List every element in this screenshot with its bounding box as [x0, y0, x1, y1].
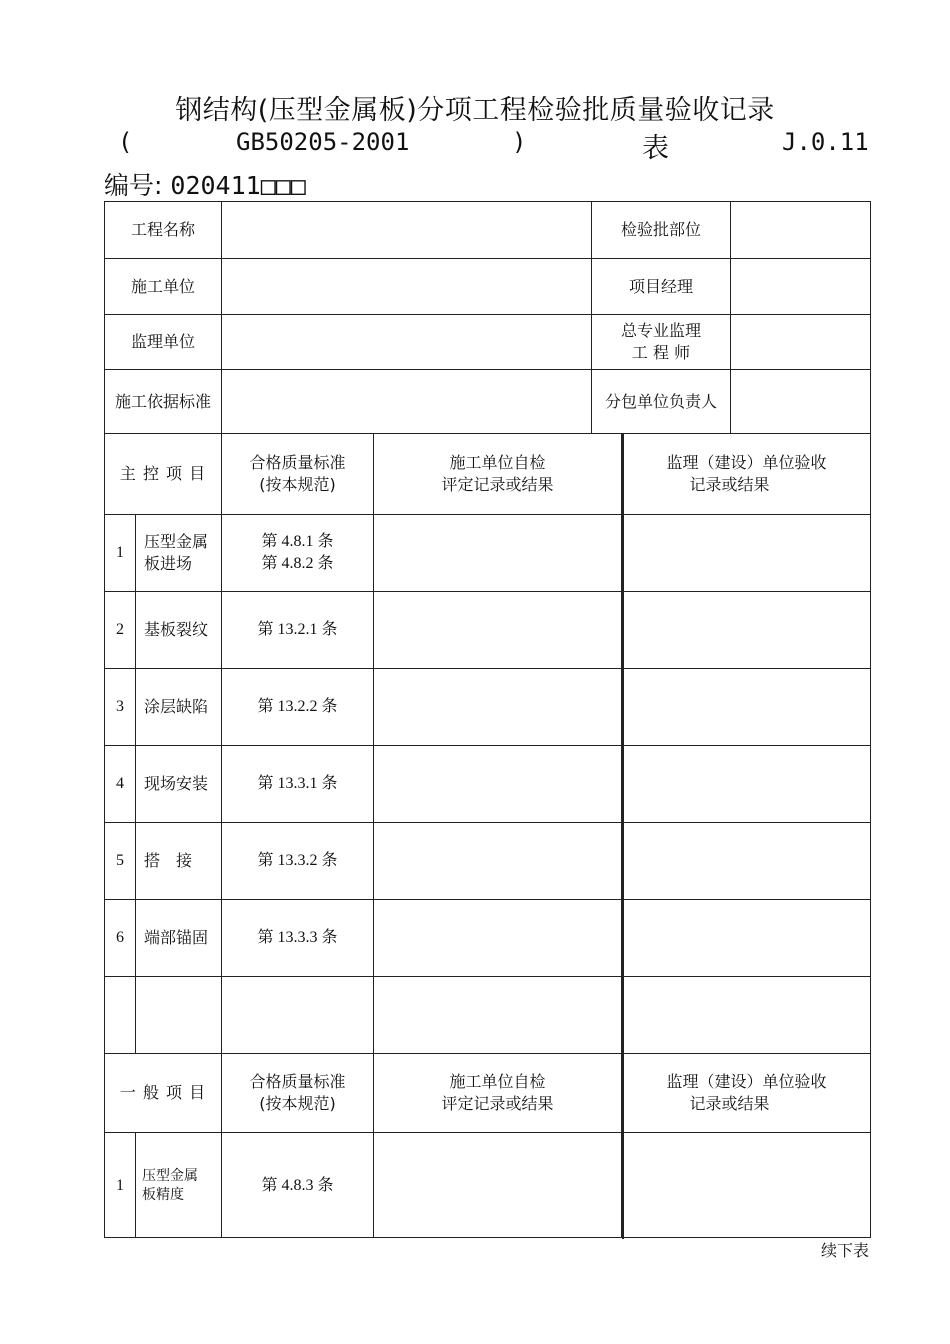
main-row-2-item: 基板裂纹: [136, 592, 222, 669]
main-row-5-no: 5: [105, 823, 136, 900]
main-row-4-supervision[interactable]: [622, 746, 871, 823]
general-supervision-header-line2: 记录或结果: [689, 1094, 770, 1113]
general-row-1-item-line2: 板精度: [142, 1186, 184, 1203]
main-row-2-supervision[interactable]: [622, 592, 871, 669]
form-title: 钢结构(压型金属板)分项工程检验批质量验收记录: [175, 95, 775, 126]
main-row-1-item: [136, 515, 222, 592]
general-supervision-header-line1: 监理（建设）单位验收: [666, 1072, 827, 1091]
main-row-3-no: 3: [105, 669, 136, 746]
main-row-3-item: 涂层缺陷: [136, 669, 222, 746]
chief-engineer-label-line1: 总专业监理: [620, 321, 701, 340]
main-row-4-self-check[interactable]: [374, 746, 622, 823]
continued-note: 续下表: [820, 1241, 869, 1260]
main-row-7-supervision[interactable]: [622, 977, 871, 1054]
basis-standard-label: 施工依据标准: [105, 370, 222, 434]
main-supervision-header: [622, 434, 871, 515]
main-row-3-clause: 第 13.2.2 条: [222, 669, 374, 746]
main-row-1-self-check[interactable]: [374, 515, 622, 592]
main-row-1-clause-line1: 第 4.8.1 条: [261, 533, 334, 550]
main-row-1-supervision[interactable]: [622, 515, 871, 592]
main-row-5-clause: 第 13.3.2 条: [222, 823, 374, 900]
project-manager-field[interactable]: [731, 259, 871, 315]
main-row-2-clause: 第 13.2.1 条: [222, 592, 374, 669]
main-row-5-item: 搭 接: [136, 823, 222, 900]
main-self-check-header: [374, 434, 622, 515]
chief-engineer-label: [592, 315, 731, 370]
main-row-5-self-check[interactable]: [374, 823, 622, 900]
general-row-1-supervision[interactable]: [622, 1133, 871, 1238]
general-standard-header-line2: (按本规范): [259, 1094, 336, 1113]
table-word: 表: [642, 133, 669, 164]
form-code: [104, 166, 306, 202]
batch-part-field[interactable]: [731, 202, 871, 259]
main-row-2-self-check[interactable]: [374, 592, 622, 669]
supervisor-label: 监理单位: [105, 315, 222, 370]
project-name-label: 工程名称: [105, 202, 222, 259]
main-standard-header-line1: 合格质量标准: [249, 453, 346, 472]
main-standard-header-line2: (按本规范): [259, 475, 336, 494]
general-standard-header: [222, 1054, 374, 1133]
general-supervision-header: [622, 1054, 871, 1133]
main-row-6-no: 6: [105, 900, 136, 977]
main-supervision-header-line2: 记录或结果: [689, 475, 770, 494]
main-row-7-clause[interactable]: [222, 977, 374, 1054]
inspection-table: [104, 201, 871, 1238]
main-row-2-no: 2: [105, 592, 136, 669]
basis-standard-field[interactable]: [222, 370, 592, 434]
main-row-1-no: 1: [105, 515, 136, 592]
main-row-3-self-check[interactable]: [374, 669, 622, 746]
main-self-check-header-line1: 施工单位自检: [449, 453, 546, 472]
main-row-1-item-line1: 压型金属: [144, 532, 209, 551]
main-row-6-self-check[interactable]: [374, 900, 622, 977]
chief-engineer-label-line2: 工 程 师: [631, 343, 691, 362]
general-self-check-header: [374, 1054, 622, 1133]
subcontractor-field[interactable]: [731, 370, 871, 434]
main-control-section-label: 主 控 项 目: [105, 434, 222, 515]
paren-close: ): [512, 128, 527, 156]
project-manager-label: 项目经理: [592, 259, 731, 315]
table-number: J.0.11: [782, 128, 869, 156]
main-row-1-clause-line2: 第 4.8.2 条: [261, 555, 334, 572]
general-standard-header-line1: 合格质量标准: [249, 1072, 346, 1091]
general-self-check-header-line2: 评定记录或结果: [441, 1094, 554, 1113]
main-self-check-header-line2: 评定记录或结果: [441, 475, 554, 494]
main-row-6-clause: 第 13.3.3 条: [222, 900, 374, 977]
general-row-1-item: [136, 1133, 222, 1238]
code-label: 编号:: [104, 171, 163, 200]
general-row-1-no: 1: [105, 1133, 136, 1238]
main-supervision-header-line1: 监理（建设）单位验收: [666, 453, 827, 472]
main-row-1-clause: [222, 515, 374, 592]
main-row-6-item: 端部锚固: [136, 900, 222, 977]
paren-open: (: [118, 128, 133, 156]
main-row-7-no: [105, 977, 136, 1054]
main-row-4-no: 4: [105, 746, 136, 823]
main-row-6-supervision[interactable]: [622, 900, 871, 977]
main-row-5-supervision[interactable]: [622, 823, 871, 900]
standard-code: GB50205-2001: [236, 128, 410, 156]
main-row-1-item-line2: 板进场: [144, 554, 193, 573]
project-name-field[interactable]: [222, 202, 592, 259]
constructor-field[interactable]: [222, 259, 592, 315]
main-row-4-clause: 第 13.3.1 条: [222, 746, 374, 823]
general-row-1-self-check[interactable]: [374, 1133, 622, 1238]
double-rule: [622, 433, 624, 1239]
code-value: 020411□□□: [170, 171, 306, 200]
general-row-1-clause: 第 4.8.3 条: [222, 1133, 374, 1238]
main-standard-header: [222, 434, 374, 515]
supervisor-field[interactable]: [222, 315, 592, 370]
general-section-label: 一 般 项 目: [105, 1054, 222, 1133]
main-row-7-self-check[interactable]: [374, 977, 622, 1054]
main-row-3-supervision[interactable]: [622, 669, 871, 746]
subcontractor-label: 分包单位负责人: [592, 370, 731, 434]
standard-line: [0, 128, 950, 162]
general-row-1-item-line1: 压型金属: [142, 1167, 198, 1184]
constructor-label: 施工单位: [105, 259, 222, 315]
main-row-4-item: 现场安装: [136, 746, 222, 823]
batch-part-label: 检验批部位: [592, 202, 731, 259]
general-self-check-header-line1: 施工单位自检: [449, 1072, 546, 1091]
main-row-7-item[interactable]: [136, 977, 222, 1054]
chief-engineer-field[interactable]: [731, 315, 871, 370]
